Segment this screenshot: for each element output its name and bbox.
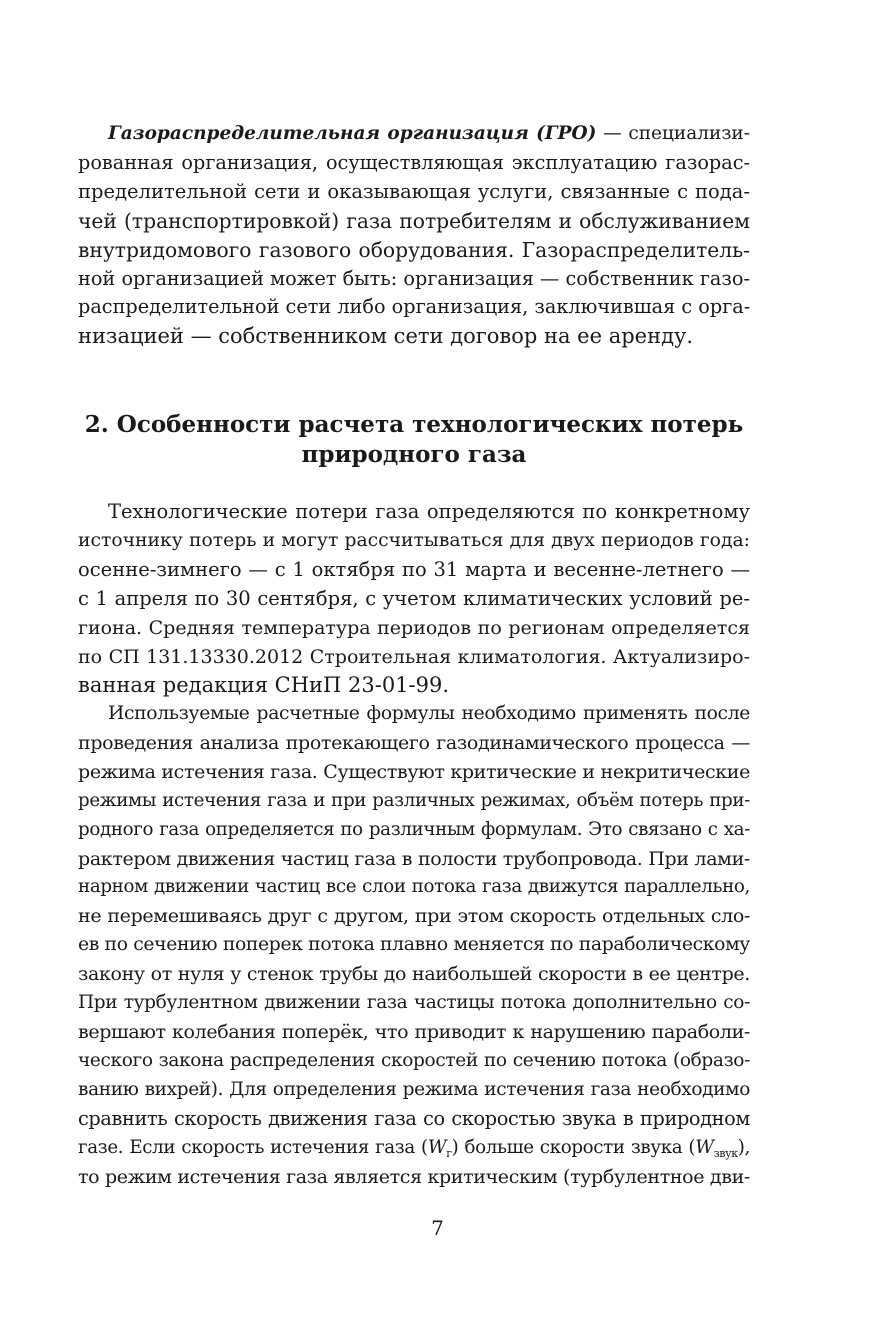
- text-line: нарном движении частиц все слои потока газа движутся параллельно,: [78, 876, 750, 898]
- text-line: источнику потерь и могут рассчитываться для двух периодов года:: [78, 529, 750, 551]
- defined-term: Газораспределительная организация (ГРО): [108, 123, 597, 144]
- text-line: гиона. Средняя температура периодов по регионам определяется: [78, 616, 750, 639]
- text-line: ной организацией может быть: организация — собственник газо-: [78, 266, 750, 290]
- text-line: родного газа определяется по различным формулам. Это связано с ха-: [78, 818, 750, 840]
- text-line: с 1 апреля по 30 сентября, с учетом климатических условий ре-: [78, 586, 750, 610]
- text-line: рованная организация, осуществляющая эксплуатацию газорас-: [78, 150, 750, 174]
- text-fragment: газе. Если скорость истечения газа (: [78, 1136, 428, 1158]
- text-line: низацией — собственником сети договор на ее аренду.: [78, 324, 694, 349]
- text-line: осенне-зимнего — с 1 октября по 31 марта и весенне-летнего —: [78, 557, 750, 581]
- text-line: вершают колебания поперёк, что приводит к нарушению параболи-: [78, 1020, 750, 1043]
- text-line: по СП 131.13330.2012 Строительная климатология. Актуализиро-: [78, 645, 750, 668]
- subscript-g: г: [446, 1146, 452, 1160]
- text-fragment: ) больше скорости звука (: [451, 1136, 696, 1158]
- definition-paragraph: [78, 120, 750, 351]
- text-line: то режим истечения газа является критическим (турбулентное дви-: [78, 1165, 750, 1188]
- paragraph-periods: [78, 498, 750, 700]
- text-line: сравнить скорость движения газа со скоростью звука в природном: [78, 1106, 750, 1130]
- text-line: рактером движения частиц газа в полости трубопровода. При лами-: [78, 847, 750, 870]
- text-line: распределительной сети либо организация, заключившая с орга-: [78, 295, 751, 319]
- text-line: ческого закона распределения скоростей по сечению потока (образо-: [78, 1049, 750, 1071]
- text-line: закону от нуля у стенок трубы до наибольшей скорости в ее центре.: [78, 963, 750, 986]
- page-body: [78, 120, 751, 1188]
- text-line: не перемешиваясь друг с другом, при этом скорость отдельных сло-: [78, 905, 750, 928]
- text-fragment: ),: [737, 1136, 750, 1158]
- variable-w: W: [695, 1136, 714, 1158]
- text-line: При турбулентном движении газа частицы потока дополнительно со-: [78, 992, 750, 1014]
- text-line: режимы истечения газа и при различных режимах, объём потерь при-: [78, 789, 750, 811]
- text-line: Технологические потери газа определяются по конкретному: [108, 500, 750, 523]
- text-fragment: — специализи-: [596, 123, 750, 144]
- text-line: чей (транспортировкой) газа потребителям и обслуживанием: [78, 208, 750, 233]
- text-line: проведения анализа протекающего газодинамического процесса —: [78, 731, 750, 754]
- section-heading-line: 2. Особенности расчета технологических потерь: [84, 411, 744, 438]
- text-line: пределительной сети и оказывающая услуги, связанные с пода-: [78, 179, 750, 203]
- text-line: ванию вихрей). Для определения режима истечения газа необходимо: [78, 1078, 750, 1100]
- subscript-zvuk: звук: [713, 1146, 738, 1160]
- text-line: ванная редакция СНиП 23-01-99.: [78, 673, 450, 698]
- section-heading: [78, 410, 750, 470]
- variable-w: W: [427, 1136, 447, 1158]
- text-line: режима истечения газа. Существуют критические и некритические: [78, 760, 750, 783]
- section-heading-line: природного газа: [301, 441, 527, 468]
- text-line: Используемые расчетные формулы необходимо применять после: [108, 703, 750, 724]
- text-line: внутридомового газового оборудования. Газораспределитель-: [78, 237, 750, 262]
- paragraph-flow-modes: [78, 700, 750, 1191]
- page-number: 7: [431, 1216, 444, 1240]
- text-line: ев по сечению поперек потока плавно меняется по параболическому: [78, 934, 750, 956]
- text-line: [78, 120, 750, 149]
- formula-text-line: [78, 1134, 750, 1163]
